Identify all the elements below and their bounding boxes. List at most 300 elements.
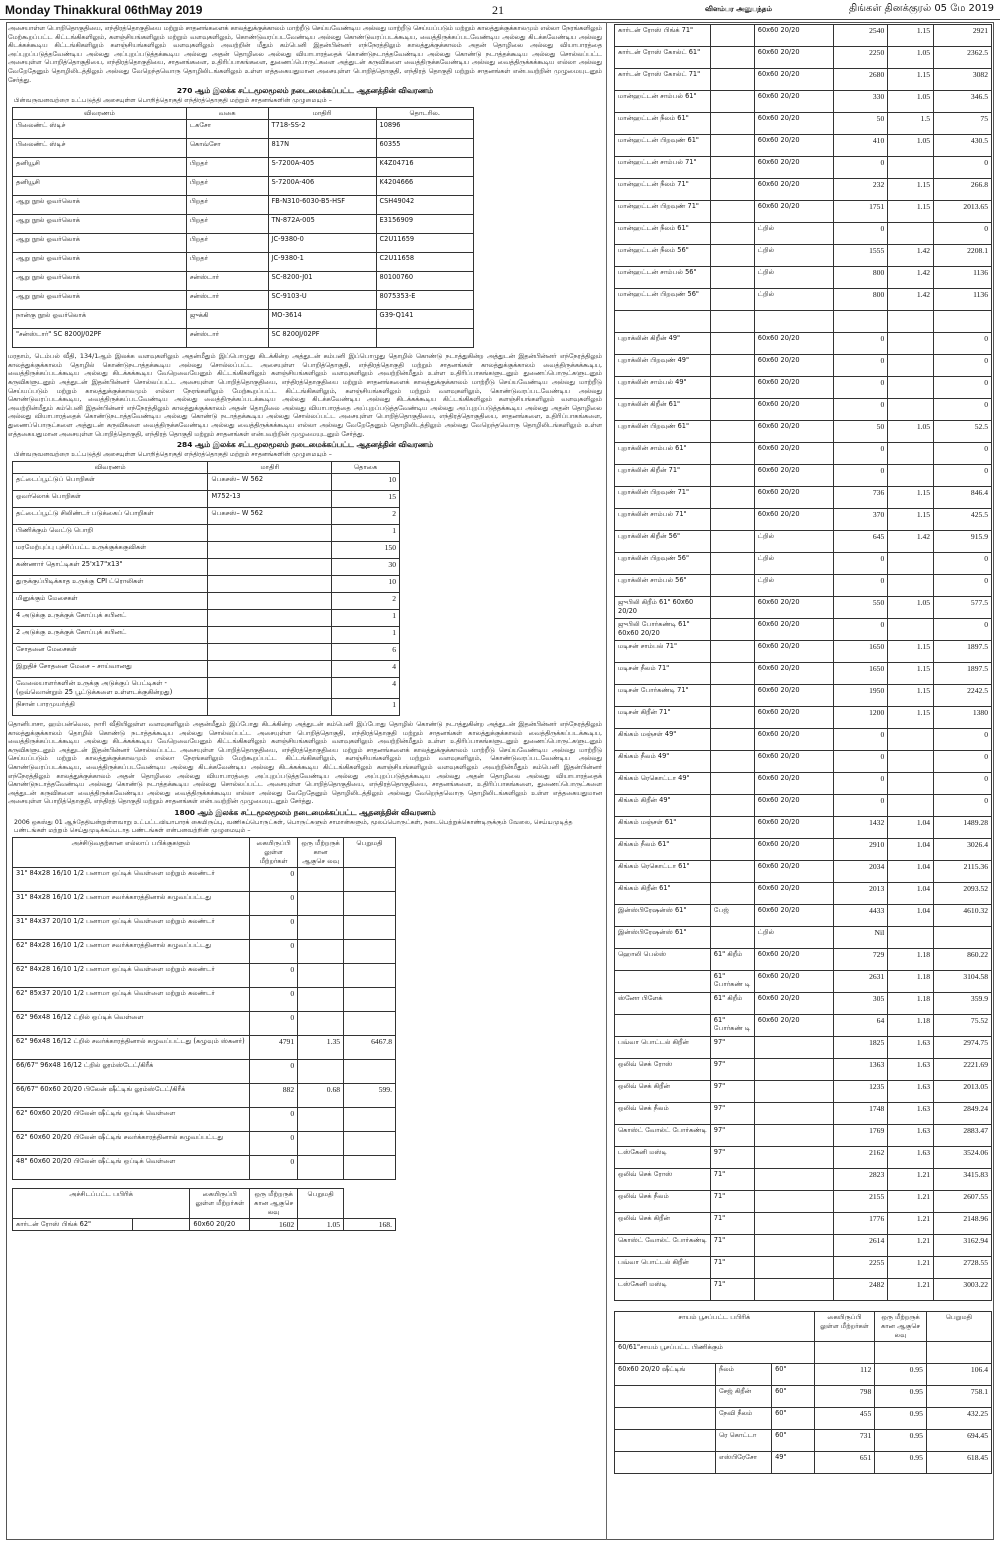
table-cell: 1.63	[888, 1059, 934, 1081]
table-cell: 758.1	[926, 1386, 991, 1408]
table-cell	[754, 1125, 834, 1147]
table-cell: மான்ஹட்டன் நீலம் 71"	[615, 179, 711, 201]
table-cell	[934, 311, 992, 333]
page-header	[0, 0, 1000, 20]
table-row	[615, 311, 992, 333]
table-cell: 0	[250, 988, 298, 1012]
table-cell	[710, 883, 754, 905]
table-cell: 60x60 20/20	[754, 905, 834, 927]
table-cell: "சன்ஸ்டார்" SC 8200J/02PF	[13, 329, 187, 348]
table-cell: மான்ஹட்டன் பிறவுண் 71"	[615, 201, 711, 223]
table-cell: 0	[250, 964, 298, 988]
table-cell: 2883.47	[934, 1125, 992, 1147]
table-cell	[298, 964, 344, 988]
table-cell: ட்றில்	[754, 927, 834, 949]
table-cell: 4 அடுக்கு உருக்குக் கோப்புக் கபினட்	[13, 610, 208, 627]
table-cell: 1136	[934, 289, 992, 311]
table-cell: MO-3614	[268, 310, 376, 329]
table-cell: 60x60 20/20	[754, 69, 834, 91]
table-cell	[710, 795, 754, 817]
table-cell	[298, 892, 344, 916]
table-cell	[208, 627, 332, 644]
table-cell: 71"	[710, 1213, 754, 1235]
table-cell: ட்றில்	[754, 267, 834, 289]
table-cell: பவ்வா பொட்டல் கிறீன்	[615, 1257, 711, 1279]
table-cell: 75	[934, 113, 992, 135]
table-cell: 882	[250, 1084, 298, 1108]
table-cell	[298, 988, 344, 1012]
table-cell: 2148.96	[934, 1213, 992, 1235]
table-cell: பிறதர்	[186, 158, 268, 177]
table-cell	[888, 927, 934, 949]
table-cell	[298, 868, 344, 892]
table-cell: 71"	[710, 1257, 754, 1279]
table-row	[615, 1235, 992, 1257]
table-cell	[208, 525, 332, 542]
table-row	[13, 699, 400, 716]
table-cell: 0.95	[875, 1364, 927, 1386]
table-cell: மான்ஹட்டன் நீலம் 61"	[615, 113, 711, 135]
table-cell: 0	[934, 773, 992, 795]
table-cell: கிங்கம் ரெகொட்டா 61"	[615, 861, 711, 883]
table-cell: 1825	[834, 1037, 888, 1059]
table-cell: 1.15	[888, 641, 934, 663]
table-cell: 0	[250, 1012, 298, 1036]
table-cell: 1.21	[888, 1213, 934, 1235]
table-cell	[888, 751, 934, 773]
table-cell: 0	[250, 892, 298, 916]
table-cell: ஆறு நூல் ஓவர்லொக்	[13, 291, 187, 310]
table-cell: 62" 96x48 16/12 ட்றில் ஒப்டிக் வெள்ளை	[13, 1012, 250, 1036]
table-cell: 1.05	[888, 47, 934, 69]
table-cell: மினுக்கும் மேசைகள்	[13, 593, 208, 610]
table-row	[13, 988, 396, 1012]
table-cell: 359.9	[934, 993, 992, 1015]
table-cell	[344, 1108, 396, 1132]
table-row	[13, 1060, 396, 1084]
table-cell: பிறதர்	[186, 215, 268, 234]
table-cell: 0	[834, 553, 888, 575]
page-number: 21	[492, 3, 504, 17]
table-cell: 60x60 20/20	[754, 201, 834, 223]
table-header-row	[13, 838, 396, 868]
table-cell: 2910	[834, 839, 888, 861]
table-header-row	[13, 1189, 396, 1219]
table-cell: 599.	[344, 1084, 396, 1108]
table-cell: 0	[834, 795, 888, 817]
table-cell: 2013	[834, 883, 888, 905]
table-cell: 1.42	[888, 267, 934, 289]
table-cell: ஆறு நூல் ஓவர்லொக்	[13, 234, 187, 253]
table-cell: 60x60 20/20	[754, 355, 834, 377]
table-cell	[615, 1452, 716, 1474]
table-cell: ஜுபிலி போர்கண்டி 61" 60x60 20/20	[615, 619, 711, 641]
column-header: விவரணம்	[13, 462, 208, 474]
table-cell: 577.5	[934, 597, 992, 619]
table-cell: 1.42	[888, 289, 934, 311]
table-row	[615, 1103, 992, 1125]
table-row	[615, 69, 992, 91]
table-cell: 0	[834, 157, 888, 179]
table-cell: E3156909	[376, 215, 473, 234]
table-cell: 52.5	[934, 421, 992, 443]
table-cell: புறாக்லின் சாம்பல் 56"	[615, 575, 711, 597]
table-cell: 860.22	[934, 949, 992, 971]
table-cell: ஜுபிலி கிறீம் 61" 60x60 20/20	[615, 597, 711, 619]
table-row	[615, 135, 992, 157]
table-cell	[710, 91, 754, 113]
table-row	[615, 289, 992, 311]
right-column	[614, 24, 996, 1474]
table-cell: 0	[934, 223, 992, 245]
table-cell: 60x60 20/20	[754, 971, 834, 993]
table-cell: 0	[934, 333, 992, 355]
table-cell: 651	[814, 1452, 875, 1474]
table-row	[615, 883, 992, 905]
table-cell	[888, 729, 934, 751]
table-row	[615, 487, 992, 509]
column-header: பெறுமதி	[344, 838, 396, 868]
table-row	[615, 333, 992, 355]
table-cell: நீலம்	[715, 1364, 771, 1386]
column-header: கையிருப்பி லுள்ள மீற்றர்கள்	[250, 838, 298, 868]
table-row	[615, 1364, 992, 1386]
table-cell: 2631	[834, 971, 888, 993]
masthead-right: திங்கள் தினக்குரல் 05 மே 2019	[849, 3, 994, 14]
table-cell: 80100760	[376, 272, 473, 291]
table-cell	[710, 399, 754, 421]
table-cell: 31" 84x28 16/10 1/2 பனாமா சவர்க்காரத்தினால் கழுவப்பட்டது	[13, 892, 250, 916]
table-cell: 2482	[834, 1279, 888, 1301]
table-cell: 60x60 20/20	[754, 333, 834, 355]
table-row	[615, 1169, 992, 1191]
table-cell: 2115.36	[934, 861, 992, 883]
table-cell: கிங்கம் நீலம் 61"	[615, 839, 711, 861]
table-cell: 1363	[834, 1059, 888, 1081]
table-row	[13, 158, 474, 177]
table-cell: T718-SS-2	[268, 120, 376, 139]
table-cell: பெகசஸ்– W 562	[208, 508, 332, 525]
table-cell: 1.18	[888, 949, 934, 971]
table-cell: 1489.28	[934, 817, 992, 839]
section-heading-1800: 1800 ஆம் இலக்க சட்டமூலமூலம் நடைமைக்கப்பட்ட ஆதனத்தின் விவரணம்	[174, 808, 436, 818]
table-row	[13, 1156, 396, 1180]
table-cell	[710, 421, 754, 443]
table-row	[615, 179, 992, 201]
table-cell: 97"	[710, 1125, 754, 1147]
paragraph-3: தொனிபாசா, ஹம்பன்வெல, நாரி வீதியிலுள்ள வளவுகளிலும் அதன்மீதும் இப்போது கிடக்கின்ற அத்துடன் கம்பெனி இப்போது தொழில் கொண்டு நடாத்துகின்ற அத்துடன் இதன்பின்னர் எந்நேரத்திலும் காலத்துக்குக்காலம் தொழில் கொண்டு நடாத்தக்கூடிய அல்லது சொல்லப்பட்ட அசையுள்ள பொறித்தொகுதி, எந்திரத்தொகுதி மற்றும் சாதனங்கள் காலத்துக்குக்காலம் வைத்திருக்கப்படக்கூடிய, வைத்திருக்கப்படக்கூடிய அல்லது கிடக்கக்கூடிய வேறெவையேனும் கிட்டங்கிகளிலும் களஞ்சியங்களிலும் வளவுகளிலும் அவற்றின்மீதும் உள்ள உதிரிப்பாகங்களுடனும் துணைப்பொருட்களுடனும் கருவிகளுடனும் அத்துடன் இதன்பின்னர் சொல்லப்பட்ட அசையுள்ள பொறித்தொகுதியை, எந்திரத்தொகுதியை மற்றும் சாதனங்களைக் காலத்துக்குக்காலம் மாற்றீடு செய்யவேண்டிய அல்லது மாற்றீடு செய்யப்படும் மற்றும் காலத்துக்குக்காலமும் எல்லா நேரங்களிலும் மேற்கூறப்பட்ட கிட்டங்கிகளிலும், களஞ்சியங்களிலும் மற்றும் வளவுகளிலும், கொண்டுவரப்படவேண்டிய அல்லது கொண்டுவரப்படக்கூடிய, வைத்திருக்கப்படவேண்டிய அல்லது கிடக்கவேண்டிய அல்லது கிடக்கக்கூடிய கிட்டங்கிகளிலும் களஞ்சியங்களிலும் வளவுகளிலும் அவற்றின்மீதும் கம்பெனி இதன்பின்னர் எந்நேரத்திலும் காலத்துக்குக்காலம் அதன் தொழிலை அல்லது வியாபாரத்தை அப்புறப்படுத்தவேண்டிய அல்லது அப்புறப்படுத்தக்கூடிய அல்லது அதன் தொழிலை அல்லது வியாபாரத்தைக் கொண்டுநடாத்தவேண்டிய அல்லது கொண்டு நடாத்தக்கூடிய அல்லது சொல்லப்பட்ட அசையுள்ள பொறித்தொகுதியை, எந்திரத்தொகுதியை, சாதனங்களை, உதிரிப்பாகங்களை, துணைப்பொருட்களை அத்துடன் கருவிகளை வைத்திருக்கவேண்டிய அல்லது வைத்திருக்கக்கூடிய எல்லா அல்லது வேறேதேனும் தொழிலிடத்திலும் அல்லது வேறெந்தவொரு தொழிலிடங்களிலும் உள்ள எத்தகையதுமான அசையுள்ள பொறித்தொகுதி, எந்திரத் தொகுதி மற்றும் சாதனங்கள் என்பவற்றின் முழுமையுடனும் சேர்த்து.	[8, 720, 602, 806]
table-cell: இன்ஸ்பிரேஷன்ஸ் 61"	[615, 905, 711, 927]
table-row	[615, 1386, 992, 1408]
table-cell	[710, 575, 754, 597]
table-cell: கார்டன் ரோஸ் பிங்க் 62"	[13, 1219, 133, 1231]
table-cell: 3415.83	[934, 1169, 992, 1191]
table-cell: கொஸ்ட் வோல்ட் போர்கண்டி	[615, 1125, 711, 1147]
table-cell: 1200	[834, 707, 888, 729]
table-cell	[615, 1386, 716, 1408]
table-row	[615, 1037, 992, 1059]
table-cell	[754, 1081, 834, 1103]
table-cell: 60x60 20/20	[754, 795, 834, 817]
table-cell: SC-8200-J01	[268, 272, 376, 291]
table-cell	[710, 245, 754, 267]
table-cell: 62" 84x28 16/10 1/2 பனாமா சவர்க்காரத்தினால் கழுவப்பட்டது	[13, 940, 250, 964]
table-cell	[888, 355, 934, 377]
table-cell: சோதனை மேசைகள்	[13, 644, 208, 661]
table-cell: 2974.75	[934, 1037, 992, 1059]
table-row	[13, 215, 474, 234]
table-cell: கார்டன் ரோஸ் கோல்ட் 61"	[615, 47, 711, 69]
table-cell: 106.4	[926, 1364, 991, 1386]
column-header: வகை	[186, 108, 268, 120]
table-cell	[344, 988, 396, 1012]
table-cell: 729	[834, 949, 888, 971]
table-cell: 0	[834, 619, 888, 641]
table-cell: டகசோ	[186, 120, 268, 139]
table-cell: 97"	[710, 1081, 754, 1103]
table-cell	[710, 25, 754, 47]
table-row	[615, 223, 992, 245]
table-row	[615, 773, 992, 795]
table-cell	[710, 751, 754, 773]
table-cell: 1	[332, 699, 400, 716]
table-cell: 1897.5	[934, 641, 992, 663]
table-cell	[710, 311, 754, 333]
table-cell: 4791	[250, 1036, 298, 1060]
table-cell: 0	[834, 773, 888, 795]
section-intro-1800: 2006 ஒகஸ்து 01 ஆந்தேதியன்றுள்ளவாறு உட்பட்டவியாபாரக் கையிருப்பு, வணிகப்பொருட்கள், பொருட்களும் சாமான்களும், மூலப்பொருட்கள், நடைபெற்றுக்கொண்டிருக்கும் வேலை, செய்யமுடித்த பண்டங்கள் மற்றும் செய்துமுடிக்கப்படாத பண்டங்கள் என்பனவற்றின் முழுமையும் –	[14, 819, 573, 835]
table-cell: கிங்கம் நீலம் 49"	[615, 751, 711, 773]
table-cell: பவ்வா பொட்டல் கிறீன்	[615, 1037, 711, 1059]
table-cell: ஒலிவ் செக் கிறீன்	[615, 1213, 711, 1235]
table-cell	[888, 465, 934, 487]
table-cell: SC-9103-U	[268, 291, 376, 310]
table-cell: JC-9380-0	[268, 234, 376, 253]
table-row	[615, 465, 992, 487]
table-cell: 0	[934, 553, 992, 575]
table-cell: M752-13	[208, 491, 332, 508]
table-cell: புறாக்லின் சாம்பல் 71"	[615, 509, 711, 531]
table-row	[13, 1036, 396, 1060]
table-cell	[888, 773, 934, 795]
fabric-table-1800	[12, 837, 396, 1180]
table-row	[13, 644, 400, 661]
table-cell: 2	[332, 593, 400, 610]
column-header: மாதிரி	[268, 108, 376, 120]
table-cell: 60x60 20/20	[754, 421, 834, 443]
table-cell: 2 அடுக்கு உருக்குக் கோப்புக் கபினட்	[13, 627, 208, 644]
table-cell: மடிசன் சாம்பல் 71"	[615, 641, 711, 663]
table-cell: 1748	[834, 1103, 888, 1125]
table-cell: 97"	[710, 1059, 754, 1081]
table-cell: 1235	[834, 1081, 888, 1103]
table-row	[615, 575, 992, 597]
table-cell	[754, 1279, 834, 1301]
table-cell: 1.04	[888, 839, 934, 861]
table-cell: 4433	[834, 905, 888, 927]
table-cell	[298, 1108, 344, 1132]
table-cell	[710, 333, 754, 355]
table-cell: துருக்குப்பிடிக்காத உருக்கு CPI ட்ரொலிகள்	[13, 576, 208, 593]
column-header: ஒரு மீற்றருக் கான ஆகுசெ லவு	[875, 1312, 927, 1342]
table-cell: 1	[332, 627, 400, 644]
table-cell: சேஜ் கிறீன்	[715, 1386, 771, 1408]
table-cell: ஒலிவ் செக் நீலம்	[615, 1103, 711, 1125]
table-cell: நிசான் பாரமுயர்த்தி	[13, 699, 208, 716]
table-cell: 0	[934, 619, 992, 641]
table-cell: மான்ஹட்டன் நீலம் 56"	[615, 245, 711, 267]
table-row	[13, 916, 396, 940]
table-cell: 800	[834, 267, 888, 289]
table-cell	[710, 69, 754, 91]
table-cell: 736	[834, 487, 888, 509]
table-cell: 3162.94	[934, 1235, 992, 1257]
table-cell: 60x60 20/20	[754, 597, 834, 619]
table-cell	[208, 576, 332, 593]
table-cell: S-7200A-406	[268, 177, 376, 196]
table-cell: 1.35	[298, 1036, 344, 1060]
table-cell	[710, 663, 754, 685]
table-cell	[710, 201, 754, 223]
table-cell	[710, 267, 754, 289]
table-cell: 0	[834, 223, 888, 245]
table-cell: 1.15	[888, 685, 934, 707]
table-cell: 618.45	[926, 1452, 991, 1474]
table-cell	[615, 1408, 716, 1430]
column-header: கையிருப்பி லுள்ள மீற்றர்கள்	[190, 1189, 250, 1219]
table-cell: 1.05	[888, 597, 934, 619]
table-cell: 1602	[250, 1219, 298, 1231]
table-cell	[710, 47, 754, 69]
table-cell: 1.21	[888, 1191, 934, 1213]
table-cell: பிறதர்	[186, 196, 268, 215]
table-cell: ட்றில்	[754, 289, 834, 311]
table-cell: பிறதர்	[186, 253, 268, 272]
column-header: பெறுமதி	[298, 1189, 344, 1219]
table-cell: 2362.5	[934, 47, 992, 69]
paragraph-2: மரதாம், டெம்பல் வீதி, 134/1ஆம் இலக்க வளவுகளிலும் அதன்மீதும் இப்பொழுது கிடக்கின்ற அத்துடன் கம்பனி இப்பொழுது தொழில் கொண்டு நடாத்துகின்ற அத்துடன் இதன்பின்னர் எந்நேரத்திலும் காலத்துக்குக்காலம் தொழில் கொண்டுநடாத்தக்கூடிய அல்லது சொல்லப்பட்ட அசையுள்ள பொறித்தொகுதி, எந்திரத்தொகுதி மற்றும் சாதனங்கள் காலத்துக்குக்காலம் வைத்திருக்கக்கூடிய, வைத்திருக்கப்படக்கூடிய அல்லது கிடக்கக்கூடிய வேறெவையேனும் கிட்டங்கிகளிலும் களஞ்சியங்களிலும் வளவுகளிலும் அவற்றின்மீதும் உள்ள உதிரிப்பாகங்களுடனும் துணைப்பொருட்களுடனும் கருவிகளுடனும் அத்துடன் இதன்பின்னர் சொல்லப்பட்ட அசையுள்ள பொறித்தொகுதியை, எந்திரத்தொகுதியை மற்றும் சாதனங்களைக் காலத்துக்குக்காலம் மாற்றீடு செய்யவேண்டிய அல்லது மாற்றீடு செய்யப்படும் மற்றும் காலத்துக்குக்காலமும் எல்லா நேரங்களிலும் மேற்கூறப்பட்ட கிட்டங்கிகளிலும், களஞ்சியங்களிலும் மற்றும் வளவுகளிலும், கொண்டுவரப்படவேண்டிய அல்லது கொண்டுவரப்படக்கூடிய, வைத்திருக்கப்படவேண்டிய அல்லது வைத்திருக்கப்படக்கூடிய அல்லது கிடக்கவேண்டிய அல்லது கிடக்கக்கூடிய கிட்டங்கிகளிலும் களஞ்சியங்களிலும் வளவுகளிலும் அவற்றின்மீதும் கம்பெனி இதன்பின்னர் எந்நேரத்திலும் காலத்துக்குக்காலம் அதன் தொழிலை அல்லது வியாபாரத்தை அப்புறப்படுத்தவேண்டிய அல்லது அப்புறப்படுத்தக்கூடிய அல்லது அதன் தொழிலை அல்லது வியாபாரத்தைக் கொண்டுநடாத்தவேண்டிய அல்லது கொண்டு நடாத்தக்கூடிய அல்லது சொல்லப்பட்ட அசையுள்ள பொறித்தொகுதியை, எந்திரத்தொகுதியை, சாதனங்களை, உதிரிப்பாகங்களை, துணைப்பொருட்களை அத்துடன் கருவிகளை வைத்திருக்கவேண்டிய அல்லது வைத்திருக்கக்கூடிய எல்லா அல்லது வேறேதேனும் தொழிலிடத்திலும் அல்லது வேறெந்தவொரு தொழிலிடங்களிலும் உள்ள எத்தகையதுமான அசையுள்ள பொறித்தொகுதி, எந்திரத் தொகுதி மற்றும் சாதனங்கள் என்பவற்றின் முழுமையுடனும் சேர்த்து.	[8, 352, 602, 438]
table-cell: கார்டன் ரோஸ் கோல்ட் 71"	[615, 69, 711, 91]
table-cell: 1.63	[888, 1125, 934, 1147]
table-cell	[754, 1169, 834, 1191]
table-cell: எஸ்பிரேசோ	[715, 1452, 771, 1474]
table-cell: 0	[934, 795, 992, 817]
table-cell: கிங்கம் மஞ்சள் 49"	[615, 729, 711, 751]
table-cell	[208, 678, 332, 699]
table-cell: 1.05	[888, 421, 934, 443]
table-cell: 1.21	[888, 1169, 934, 1191]
table-cell	[710, 641, 754, 663]
table-cell: 2614	[834, 1235, 888, 1257]
table-cell: பெகசஸ்– W 562	[208, 474, 332, 491]
column-header: ஒரு மீற்றருக் கான ஆகுசெ லவு	[250, 1189, 298, 1219]
table-cell	[710, 377, 754, 399]
table-row	[615, 47, 992, 69]
table-cell: 1.04	[888, 861, 934, 883]
table-cell: 2013.65	[934, 201, 992, 223]
table-cell	[888, 377, 934, 399]
table-row	[13, 196, 474, 215]
table-cell	[710, 179, 754, 201]
table-cell: 0.68	[298, 1084, 344, 1108]
table-cell	[208, 559, 332, 576]
table-cell: 2255	[834, 1257, 888, 1279]
table-cell: தனியூசி	[13, 177, 187, 196]
table-cell	[344, 1012, 396, 1036]
table-row	[615, 1279, 992, 1301]
table-row	[615, 1257, 992, 1279]
table-cell: 1.18	[888, 993, 934, 1015]
table-cell: 1.15	[888, 487, 934, 509]
table-cell: கிங்கம் ரெகொட்டா 49"	[615, 773, 711, 795]
table-cell: 60x60 20/20	[754, 729, 834, 751]
table-cell	[710, 839, 754, 861]
column-header: தொகை	[332, 462, 400, 474]
table-cell: 2	[332, 508, 400, 525]
table-cell	[888, 795, 934, 817]
table-cell: ஹொலி பெல்ஸ்	[615, 949, 711, 971]
table-cell	[376, 329, 473, 348]
table-cell: 60x60 20/20	[754, 839, 834, 861]
table-cell: 0	[834, 355, 888, 377]
table-cell: ஆறு நூல் ஓவர்லொக்	[13, 253, 187, 272]
table-cell: 0	[250, 916, 298, 940]
section-label: விளம்பர அனுபந்தம்	[705, 5, 772, 13]
table-cell	[298, 1132, 344, 1156]
paragraph-1: அசையாள்ள பொறிதொகுதியை, எந்திரத்தொகுதியை மற்றும் சாதனங்களைக் காலத்துக்குக்காலம் மாற்றீடு செய்யவேண்டிய அல்லது மாற்றீடு செய்யப்படும் மற்றும் காலத்துக்குக்காலமும் எல்லா நேரங்களிலும் மேற்கூறப்பட்ட கிட்டங்கிகளிலும், களஞ்சியங்களிலும் மற்றும் வளவுகளிலும், கொண்டுவரப்படவேண்டிய அல்லது கொண்டுவரப்படக்கூடிய, வைத்திருக்கப்படவேண்டிய அல்லது கிடக்கவேண்டிய அல்லது கிடக்கக்கூடிய கிட்டங்கிகளிலும் களஞ்சியங்களிலும் வளவுகளிலும் அவற்றின் மீதும் கம்பெனி இதன்பின்னர் எந்நேரத்திலும் காலத்துக்குக்காலம் அதன் தொழிலை அல்லது வியாபாரத்தை அப்புறப்படுத்தவேண்டிய அல்லது அப்புறப்படுத்தக்கூடிய அல்லது அதன் தொழிலை அல்லது வியாபாரத்தைக் கொண்டுநடாத்தவேண்டிய அல்லது கொண்டு நடாத்தக்கூடிய அல்லது சொல்லப்பட்ட அசையுள்ள பொறித்தொகுதியை, எந்திரத்தொகுதியை, சாதனங்களை, உதிரிப்பாகங்களை, துணைப்பொருட்களை அத்துடன் கருவிகளை வைத்திருக்கவேண்டிய அல்லது வைத்திருக்கக்கூடிய எல்லா அல்லது வேறேதேனும் தொழிலிடத்திலும் அல்லது வேறெந்தவொரு தொழிலிடங்களிலும் உள்ள எத்தகையதுமான அசையுள்ள பொறித்தொகுதி, எந்திரத் தொகுதி மற்றும் சாதனங்கள் என்பவற்றின் முழுமையுடனும் சேர்த்து.	[8, 24, 603, 84]
table-cell: 97"	[710, 1103, 754, 1125]
table-cell: பேஜ்	[710, 905, 754, 927]
table-cell: 731	[814, 1430, 875, 1452]
table-cell: 60"	[772, 1364, 815, 1386]
table-cell: 0	[250, 1108, 298, 1132]
table-cell: 2607.55	[934, 1191, 992, 1213]
table-cell: 2728.55	[934, 1257, 992, 1279]
table-cell: 97"	[710, 1147, 754, 1169]
table-cell: 1.21	[888, 1257, 934, 1279]
table-cell: 0	[934, 443, 992, 465]
table-cell: 3003.22	[934, 1279, 992, 1301]
table-cell: 2921	[934, 25, 992, 47]
table-cell: 0	[834, 333, 888, 355]
table-cell: டஸ்கேனி மஸ்டி	[615, 1279, 711, 1301]
table-cell: 60x60 20/20	[754, 773, 834, 795]
table-cell: 62" 60x60 20/20 பிலேன் ஷீட்டிங் ஒப்டிக் வெள்ளை	[13, 1108, 250, 1132]
table-cell: 2540	[834, 25, 888, 47]
table-row	[615, 1015, 992, 1037]
table-cell: 432.25	[926, 1408, 991, 1430]
column-header: மாதிரி	[208, 462, 332, 474]
table-cell	[888, 619, 934, 641]
table-cell: 31" 84x28 16/10 1/2 பனாமா ஒப்டிக் வெள்ளை மற்றும் கலண்டர்	[13, 868, 250, 892]
table-row	[13, 508, 400, 525]
table-cell: 60"	[772, 1386, 815, 1408]
table-cell: கொஸ்ட் வோல்ட் போர்கண்டி	[615, 1235, 711, 1257]
table-cell: சன்ஸ்டார்	[186, 291, 268, 310]
table-cell: 60x60 20/20	[754, 509, 834, 531]
table-cell: 112	[814, 1364, 875, 1386]
table-cell: 1.63	[888, 1081, 934, 1103]
table-cell: மான்ஹட்டன் சாம்பல் 56"	[615, 267, 711, 289]
table-row	[615, 1081, 992, 1103]
column-header: ஒரு மீற்றருக் கான ஆகுசெ லவு	[298, 838, 344, 868]
table-cell	[710, 817, 754, 839]
table-cell: 1.05	[298, 1219, 344, 1231]
table-cell: 61" போர்கண் டி	[710, 971, 754, 993]
table-cell: 10	[332, 576, 400, 593]
table-cell	[344, 1156, 396, 1180]
table-cell: 4	[332, 661, 400, 678]
